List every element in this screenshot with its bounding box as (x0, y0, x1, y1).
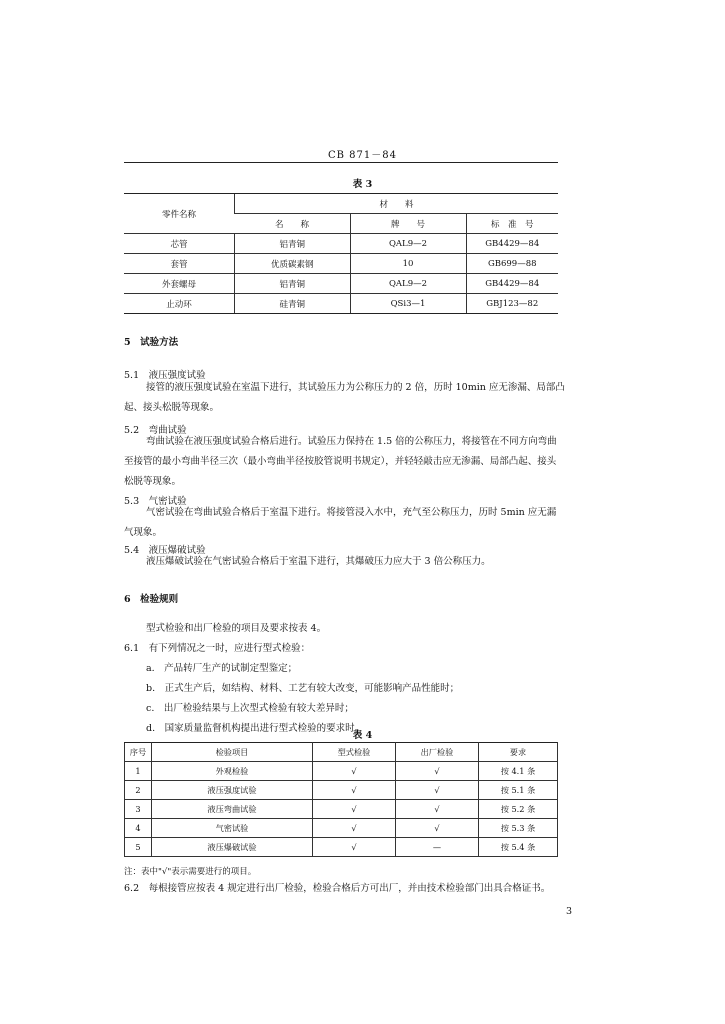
table-cell: 2 (125, 781, 152, 800)
table-cell: 按 5.3 条 (479, 819, 558, 838)
table-cell: 止动环 (124, 294, 235, 314)
table-cell: 5 (125, 838, 152, 857)
table-cell: 优质碳素钢 (235, 254, 351, 274)
table-row (124, 294, 558, 314)
section-5-3-title: 5.3 气密试验 (124, 496, 187, 507)
check-mark: √ (313, 762, 396, 781)
table-cell: 按 4.1 条 (479, 762, 558, 781)
section-6-1: 6.1 有下列情况之一时，应进行型式检验： (124, 643, 311, 654)
section-5-title: 5 试验方法 (124, 337, 179, 348)
section-6-title: 6 检验规则 (124, 594, 179, 605)
table-row (125, 781, 558, 800)
table4-header: 序号 (125, 743, 152, 762)
table-cell: 1 (125, 762, 152, 781)
table-cell: 4 (125, 819, 152, 838)
section-5-4-title: 5.4 液压爆破试验 (124, 545, 206, 556)
document-header: CB 871－84 (328, 150, 397, 161)
paragraph: 松脱等现象。 (124, 476, 182, 487)
table-cell: 气密试验 (152, 819, 313, 838)
check-mark: √ (313, 838, 396, 857)
table3-subheader: 牌 号 (350, 214, 466, 234)
table-cell: 硅青铜 (235, 294, 351, 314)
table-cell: 按 5.1 条 (479, 781, 558, 800)
table-cell: 外套螺母 (124, 274, 235, 294)
table-cell: GB699—88 (466, 254, 558, 274)
list-item: d. 国家质量监督机构提出进行型式检验的要求时。 (146, 723, 365, 734)
table-cell: 10 (350, 254, 466, 274)
check-mark: √ (313, 819, 396, 838)
table-3 (124, 193, 558, 314)
dash-mark: — (396, 838, 479, 857)
table-cell: 按 5.4 条 (479, 838, 558, 857)
paragraph: 弯曲试验在液压强度试验合格后进行。试验压力保持在 1.5 倍的公称压力，将接管在不同方向弯曲 (146, 436, 557, 447)
table-cell: 芯管 (124, 234, 235, 254)
table-cell: 外观检验 (152, 762, 313, 781)
table-row (124, 234, 558, 254)
table-cell: 铝青铜 (235, 234, 351, 254)
table-cell: 液压爆破试验 (152, 838, 313, 857)
check-mark: √ (396, 800, 479, 819)
table4-header: 检验项目 (152, 743, 313, 762)
paragraph: 液压爆破试验在气密试验合格后于室温下进行，其爆破压力应大于 3 倍公称压力。 (146, 556, 491, 567)
table-cell: QAL9—2 (350, 274, 466, 294)
paragraph: 型式检验和出厂检验的项目及要求按表 4。 (146, 623, 327, 634)
table4-caption: 表 4 (352, 730, 373, 741)
paragraph: 气现象。 (124, 527, 163, 538)
table-cell: QAL9—2 (350, 234, 466, 254)
paragraph: 至接管的最小弯曲半径三次（最小弯曲半径按胶管说明书规定），并轻轻敲击应无渗漏、局部凸起、接头 (124, 456, 557, 467)
section-5-2-title: 5.2 弯曲试验 (124, 425, 187, 436)
table3-col-material: 材 料 (235, 194, 559, 214)
check-mark: √ (396, 762, 479, 781)
table-cell: 套管 (124, 254, 235, 274)
table-row (125, 838, 558, 857)
table-row (124, 274, 558, 294)
table-cell: QSi3—1 (350, 294, 466, 314)
page-number: 3 (566, 906, 573, 917)
paragraph: 接管的液压强度试验在室温下进行，其试验压力为公称压力的 2 倍，历时 10min 应无渗漏、局部凸 (146, 382, 565, 393)
table-row (125, 800, 558, 819)
table4-note: 注：表中"√"表示需要进行的项目。 (124, 867, 257, 877)
check-mark: √ (313, 781, 396, 800)
paragraph: 起、接头松脱等现象。 (124, 402, 220, 413)
check-mark: √ (396, 781, 479, 800)
table-cell: 液压强度试验 (152, 781, 313, 800)
check-mark: √ (313, 800, 396, 819)
header-rule (124, 162, 558, 163)
table-cell: 3 (125, 800, 152, 819)
table-cell: 液压弯曲试验 (152, 800, 313, 819)
table3-subheader: 名 称 (235, 214, 351, 234)
list-item: b. 正式生产后，如结构、材料、工艺有较大改变，可能影响产品性能时； (146, 683, 460, 694)
table4-header: 型式检验 (313, 743, 396, 762)
table-row (124, 254, 558, 274)
table3-subheader: 标 准 号 (466, 214, 558, 234)
table4-header: 要求 (479, 743, 558, 762)
table3-caption: 表 3 (352, 179, 373, 190)
table-cell: GBJ123—82 (466, 294, 558, 314)
section-5-1-title: 5.1 液压强度试验 (124, 370, 206, 381)
table-cell: GB4429—84 (466, 234, 558, 254)
table-4 (124, 742, 558, 857)
check-mark: √ (396, 819, 479, 838)
list-item: c. 出厂检验结果与上次型式检验有较大差异时； (146, 703, 354, 714)
section-6-2: 6.2 每根接管应按表 4 规定进行出厂检验，检验合格后方可出厂，并由技术检验部门出具合格证书。 (124, 883, 551, 894)
table4-header: 出厂检验 (396, 743, 479, 762)
list-item: a. 产品转厂生产的试制定型鉴定； (146, 663, 298, 674)
table-cell: 按 5.2 条 (479, 800, 558, 819)
table-row (125, 819, 558, 838)
table3-col-part: 零件名称 (124, 194, 235, 234)
table-cell: 铝青铜 (235, 274, 351, 294)
table-cell: GB4429—84 (466, 274, 558, 294)
table-row (125, 762, 558, 781)
paragraph: 气密试验在弯曲试验合格后于室温下进行。将接管浸入水中，充气至公称压力，历时 5min 应无漏 (146, 507, 557, 518)
